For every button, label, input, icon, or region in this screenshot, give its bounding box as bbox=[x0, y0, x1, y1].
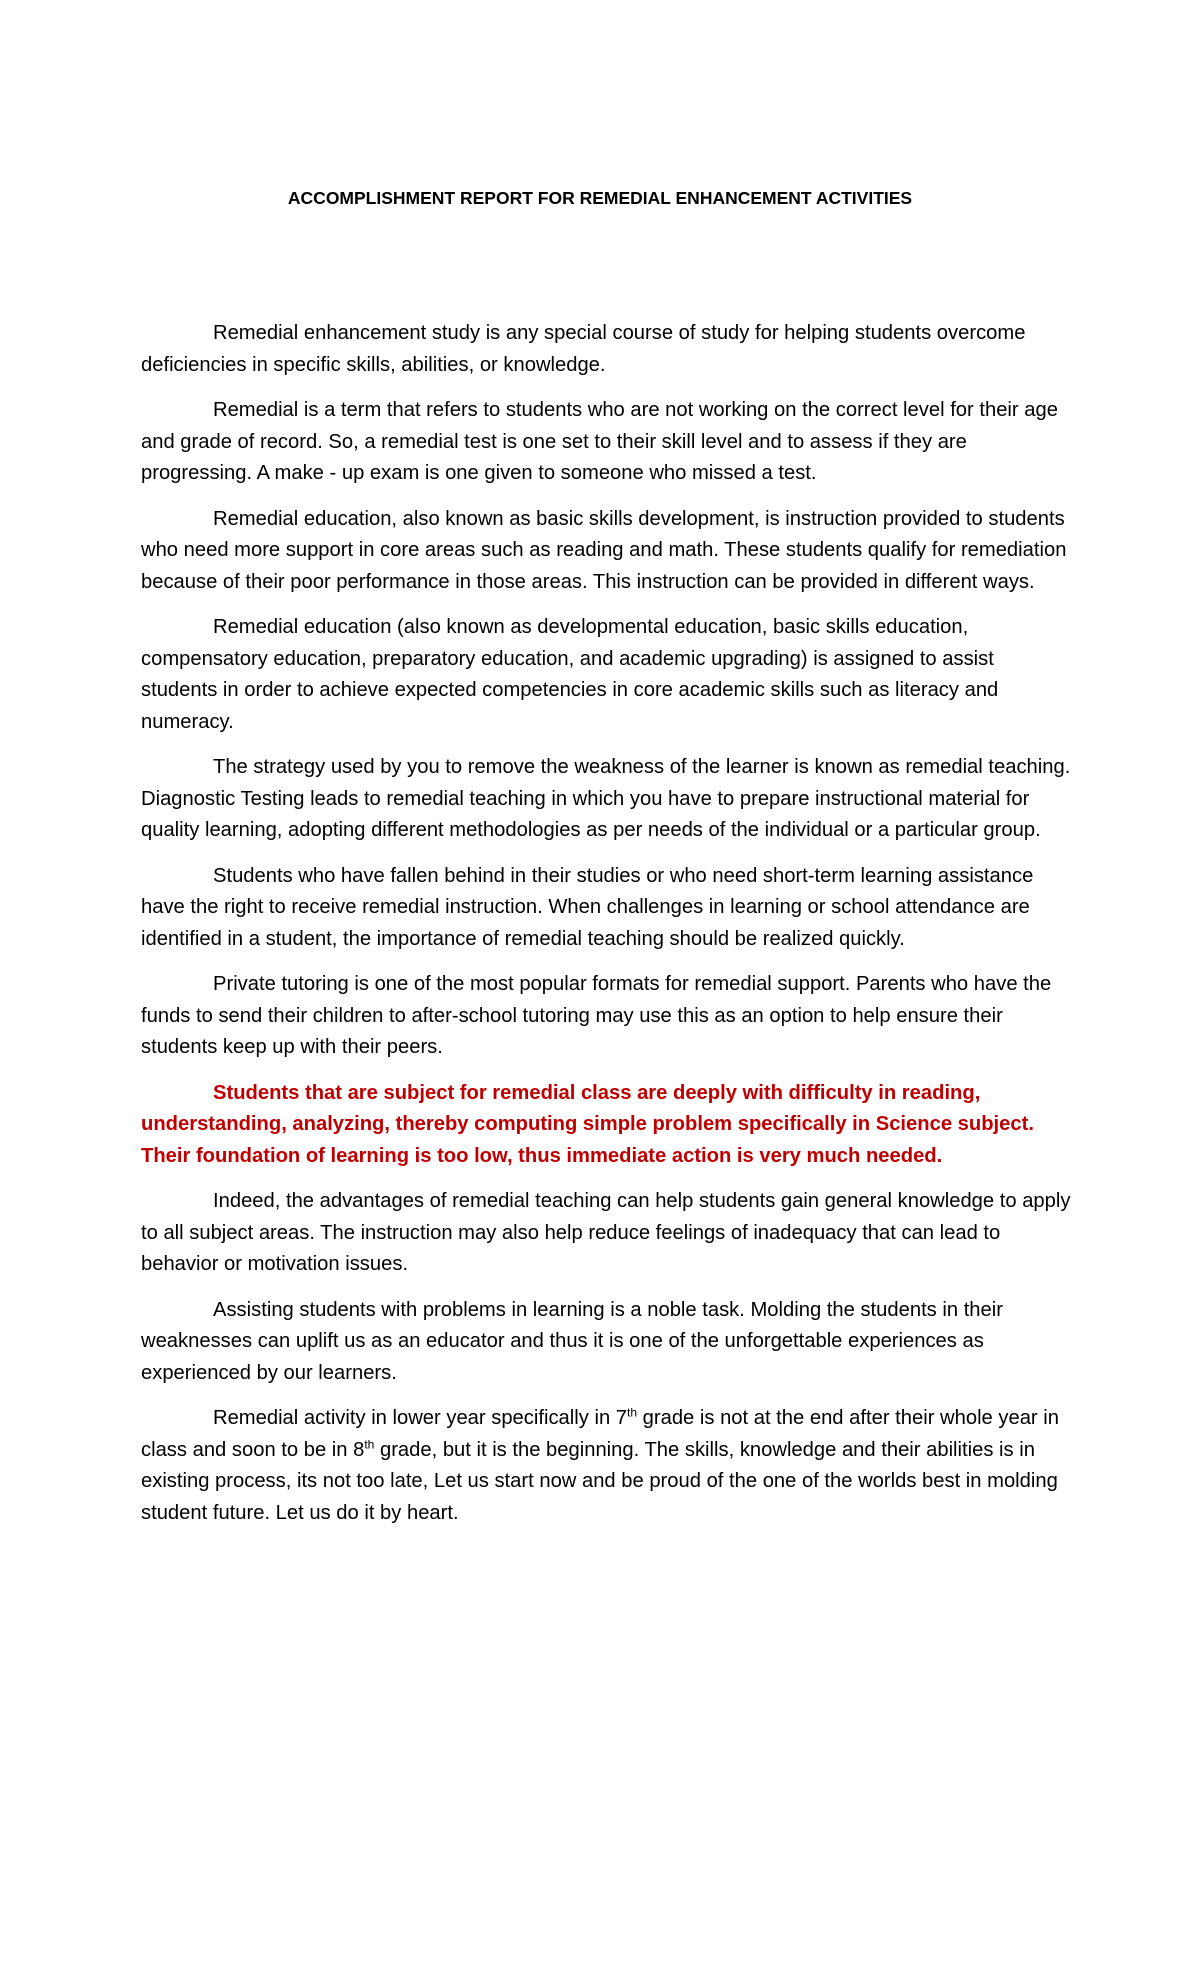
paragraph-basic-skills: Remedial education, also known as basic skills development, is instruction provided to students who need more support in core areas such as reading and math. These students qualify for remediation because of their poor performance in those areas. This instruction can be provided in different ways. bbox=[141, 507, 1067, 593]
conclusion-text-part3: grade, but it is the beginning. The skills, knowledge and their abilities is in existing process, its not too late, Let us start now and be proud of the one of the worlds best in molding student future. Let us do it by heart. bbox=[141, 1438, 1058, 1524]
paragraph-conclusion bbox=[141, 1403, 1071, 1529]
document-body bbox=[141, 318, 1071, 1543]
paragraph-developmental-education: Remedial education (also known as developmental education, basic skills education, compensatory education, preparatory education, and academic upgrading) is assigned to assist students in order to achieve expected competencies in core academic skills such as literacy and numeracy. bbox=[141, 616, 999, 733]
paragraph-private-tutoring: Private tutoring is one of the most popular formats for remedial support. Parents who have the funds to send their children to after-school tutoring may use this as an option to help ensure their students keep up with their peers. bbox=[141, 973, 1052, 1058]
paragraph-students-fallen-behind: Students who have fallen behind in their studies or who need short-term learning assistance have the right to receive remedial instruction. When challenges in learning or school attendance are identified in a student, the importance of remedial teaching should be realized quickly. bbox=[141, 864, 1034, 950]
paragraph-definition: Remedial enhancement study is any special course of study for helping students overcome deficiencies in specific skills, abilities, or knowledge. bbox=[141, 322, 1026, 376]
conclusion-text-part2: grade is not at the end after their whole year in class and soon to be in 8 bbox=[141, 1407, 1059, 1461]
paragraph-advantages: Indeed, the advantages of remedial teaching can help students gain general knowledge to apply to all subject areas. The instruction may also help reduce feelings of inadequacy that can lead to behavior or motivation issues. bbox=[141, 1190, 1071, 1275]
paragraph-highlighted-need: Students that are subject for remedial class are deeply with difficulty in reading, understanding, analyzing, thereby computing simple problem specifically in Science subject. Their foundation of learning is too low, thus immediate action is very much needed. bbox=[141, 1081, 1034, 1167]
document-title: ACCOMPLISHMENT REPORT FOR REMEDIAL ENHANCEMENT ACTIVITIES bbox=[287, 188, 913, 208]
paragraph-noble-task: Assisting students with problems in learning is a noble task. Molding the students in their weaknesses can uplift us as an educator and thus it is one of the unforgettable experiences as experienced by our learners. bbox=[141, 1298, 1003, 1384]
conclusion-text-part1: Remedial activity in lower year specifically in 7 bbox=[213, 1407, 628, 1429]
paragraph-strategy: The strategy used by you to remove the weakness of the learner is known as remedial teaching. Diagnostic Testing leads to remedial teaching in which you have to prepare instructional material for quality learning, adopting different methodologies as per needs of the individual or a particular group. bbox=[141, 756, 1071, 841]
ordinal-suffix-7th: th bbox=[627, 1405, 638, 1420]
paragraph-remedial-term: Remedial is a term that refers to students who are not working on the correct level for their age and grade of record. So, a remedial test is one set to their skill level and to assess if they are progressing. A make - up exam is one given to someone who missed a test. bbox=[141, 399, 1058, 484]
ordinal-suffix-8th: th bbox=[364, 1436, 375, 1451]
